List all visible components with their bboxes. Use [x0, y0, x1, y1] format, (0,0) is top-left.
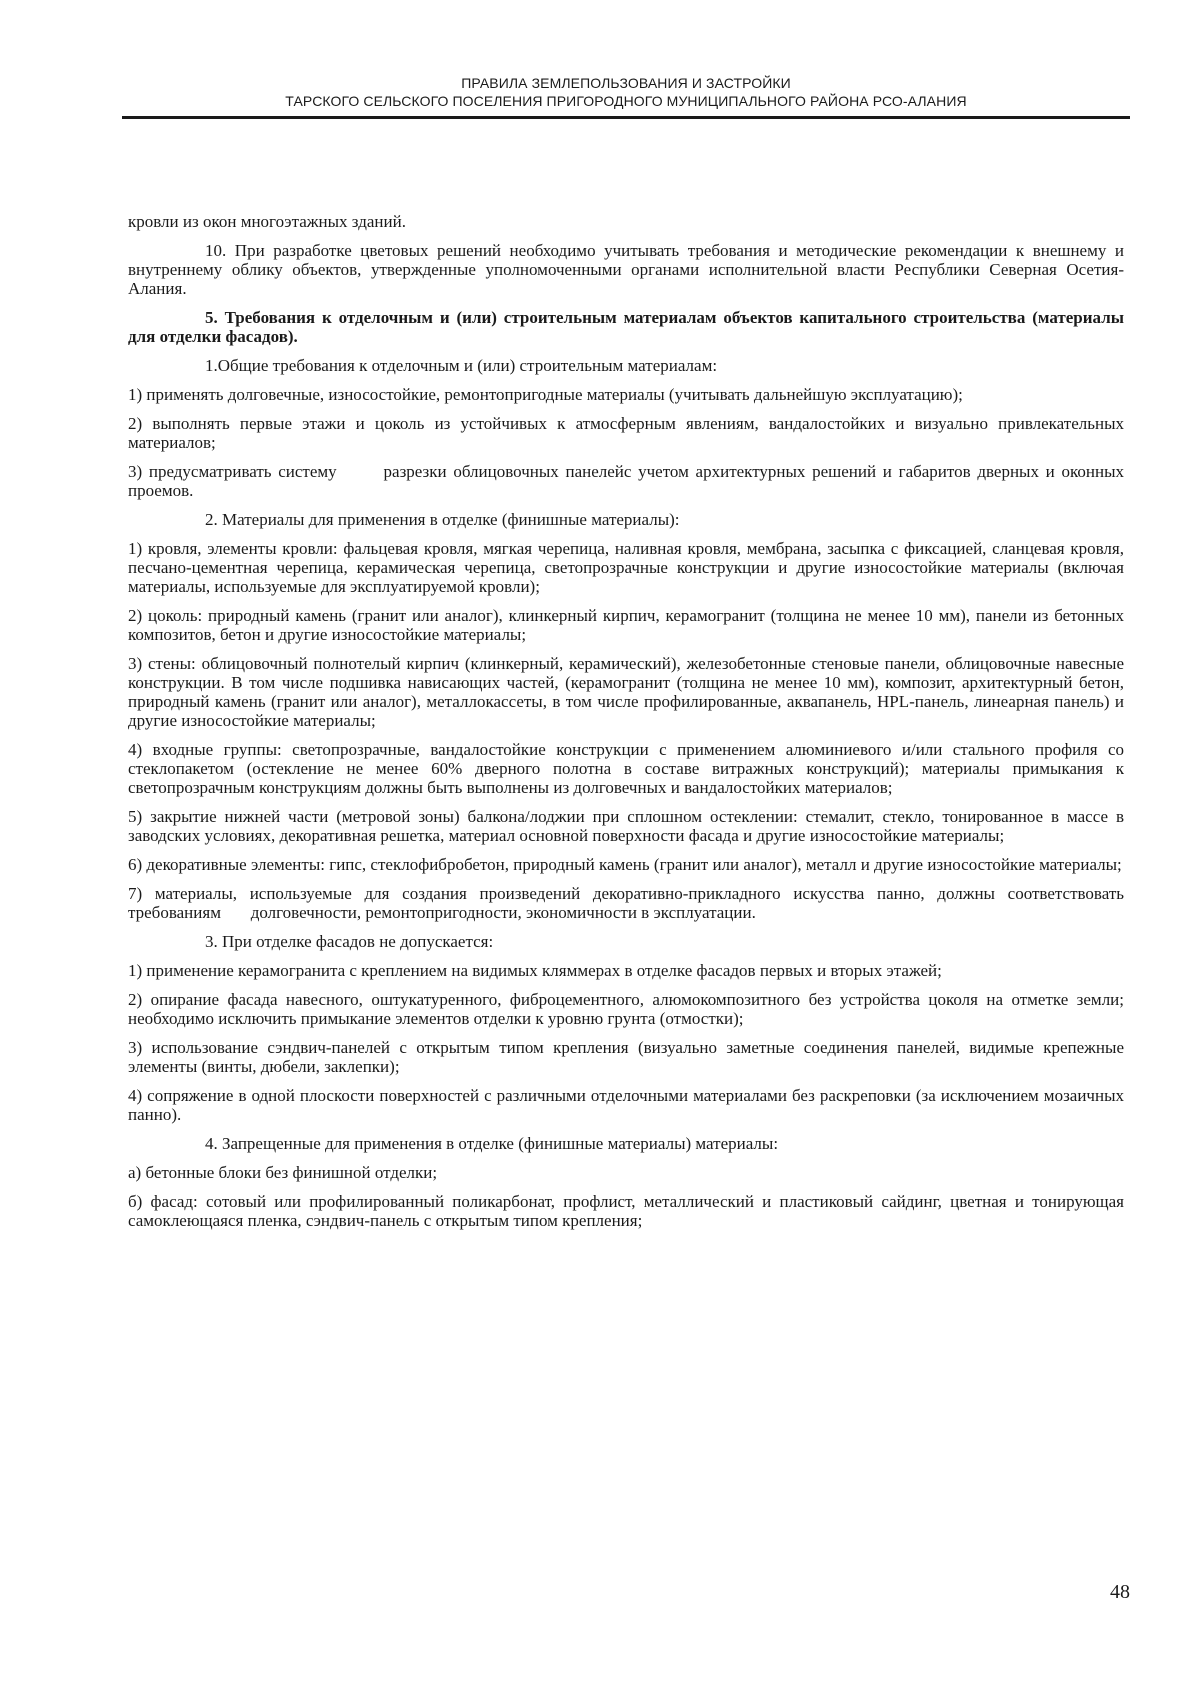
- list-item: 2) цоколь: природный камень (гранит или аналог), клинкерный кирпич, керамогранит (толщина не менее 10 мм), панели из бетонных композитов, бетон и другие износостойкие материалы;: [128, 606, 1124, 644]
- list-item: 4) входные группы: светопрозрачные, вандалостойкие конструкции с применением алюминиевого и/или стального профиля со стеклопакетом (остекление не менее 60% дверного полотна в составе витражных конструкций); материалы примыкания к светопрозрачным конструкциям должны быть выполнены из долговечных и вандалостойких материалов;: [128, 740, 1124, 797]
- list-item: б) фасад: сотовый или профилированный поликарбонат, профлист, металлический и пластиковый сайдинг, цветная и тонирующая самоклеющаяся пленка, сэндвич-панель с открытым типом крепления;: [128, 1192, 1124, 1230]
- list-item: 3) использование сэндвич-панелей с открытым типом крепления (визуально заметные соединения панелей, видимые крепежные элементы (винты, дюбели, заклепки);: [128, 1038, 1124, 1076]
- list-item: 6) декоративные элементы: гипс, стеклофибробетон, природный камень (гранит или аналог), металл и другие износостойкие материалы;: [128, 855, 1122, 874]
- subsection-general-requirements: 1.Общие требования к отделочным и (или) строительным материалам:: [205, 356, 718, 375]
- document-body: [128, 212, 1129, 1240]
- list-item: а) бетонные блоки без финишной отделки;: [128, 1163, 438, 1182]
- list-item: 2) выполнять первые этажи и цоколь из устойчивых к атмосферным явлениям, вандалостойких и визуально привлекательных материалов;: [128, 414, 1124, 452]
- header-title-line-2: ТАРСКОГО СЕЛЬСКОГО ПОСЕЛЕНИЯ ПРИГОРОДНОГО МУНИЦИПАЛЬНОГО РАЙОНА РСО-АЛАНИЯ: [285, 93, 967, 109]
- list-item: 1) кровля, элементы кровли: фальцевая кровля, мягкая черепица, наливная кровля, мембрана, засыпка с фиксацией, сланцевая кровля, песчано-цементная черепица, керамическая черепица, светопрозрачные конструкции и другие износостойкие материалы (включая материалы, используемые для эксплуатируемой кровли);: [128, 539, 1124, 596]
- list-item: 1) применять долговечные, износостойкие, ремонтопригодные материалы (учитывать дальнейшую эксплуатацию);: [128, 385, 963, 404]
- list-item: 3) стены: облицовочный полнотелый кирпич (клинкерный, керамический), железобетонные стеновые панели, облицовочные навесные конструкции. В том числе подшивка нависающих частей, (керамогранит (толщина не менее 10 мм), композит, архитектурный бетон, природный камень (гранит или аналог), металлокассеты, в том числе профилированные, аквапанель, HPL-панель, линеарная панель) и другие износостойкие материалы;: [128, 654, 1124, 730]
- paragraph-item-10: 10. При разработке цветовых решений необходимо учитывать требования и методические рекомендации к внешнему и внутреннему облику объектов, утвержденные уполномоченными органами исполнительной власти Республики Северная Осетия-Алания.: [128, 241, 1124, 298]
- page-header: [122, 74, 1130, 110]
- list-item: 3) предусматривать систему разрезки облицовочных панелейс учетом архитектурных решений и габаритов дверных и оконных проемов.: [128, 462, 1129, 500]
- list-item: 7) материалы, используемые для создания произведений декоративно-прикладного искусства панно, должны соответствовать требованиям долговечности, ремонтопригодности, экономичности в эксплуатации.: [128, 884, 1129, 922]
- list-item: 5) закрытие нижней части (метровой зоны) балкона/лоджии при сплошном остеклении: стемалит, стекло, тонированное в массе в заводских условиях, декоративная решетка, материал основной поверхности фасада и другие износостойкие материалы;: [128, 807, 1124, 845]
- list-item: 4) сопряжение в одной плоскости поверхностей с различными отделочными материалами без раскреповки (за исключением мозаичных панно).: [128, 1086, 1124, 1124]
- paragraph-continuation: кровли из окон многоэтажных зданий.: [128, 212, 406, 231]
- section-heading-5: 5. Требования к отделочным и (или) строительным материалам объектов капитального строительства (материалы для отделки фасадов).: [128, 308, 1124, 346]
- page-number: 48: [1110, 1581, 1130, 1603]
- header-title-line-1: ПРАВИЛА ЗЕМЛЕПОЛЬЗОВАНИЯ И ЗАСТРОЙКИ: [461, 75, 791, 91]
- list-item: 2) опирание фасада навесного, оштукатуренного, фиброцементного, алюмокомпозитного без устройства цоколя на отметке земли; необходимо исключить примыкание элементов отделки к уровню грунта (отмостки);: [128, 990, 1124, 1028]
- subsection-not-allowed: 3. При отделке фасадов не допускается:: [205, 932, 494, 951]
- subsection-finishing-materials: 2. Материалы для применения в отделке (финишные материалы):: [205, 510, 680, 529]
- list-item: 1) применение керамогранита с креплением на видимых кляммерах в отделке фасадов первых и вторых этажей;: [128, 961, 942, 980]
- subsection-prohibited-materials: 4. Запрещенные для применения в отделке (финишные материалы) материалы:: [205, 1134, 779, 1153]
- header-divider: [122, 116, 1130, 119]
